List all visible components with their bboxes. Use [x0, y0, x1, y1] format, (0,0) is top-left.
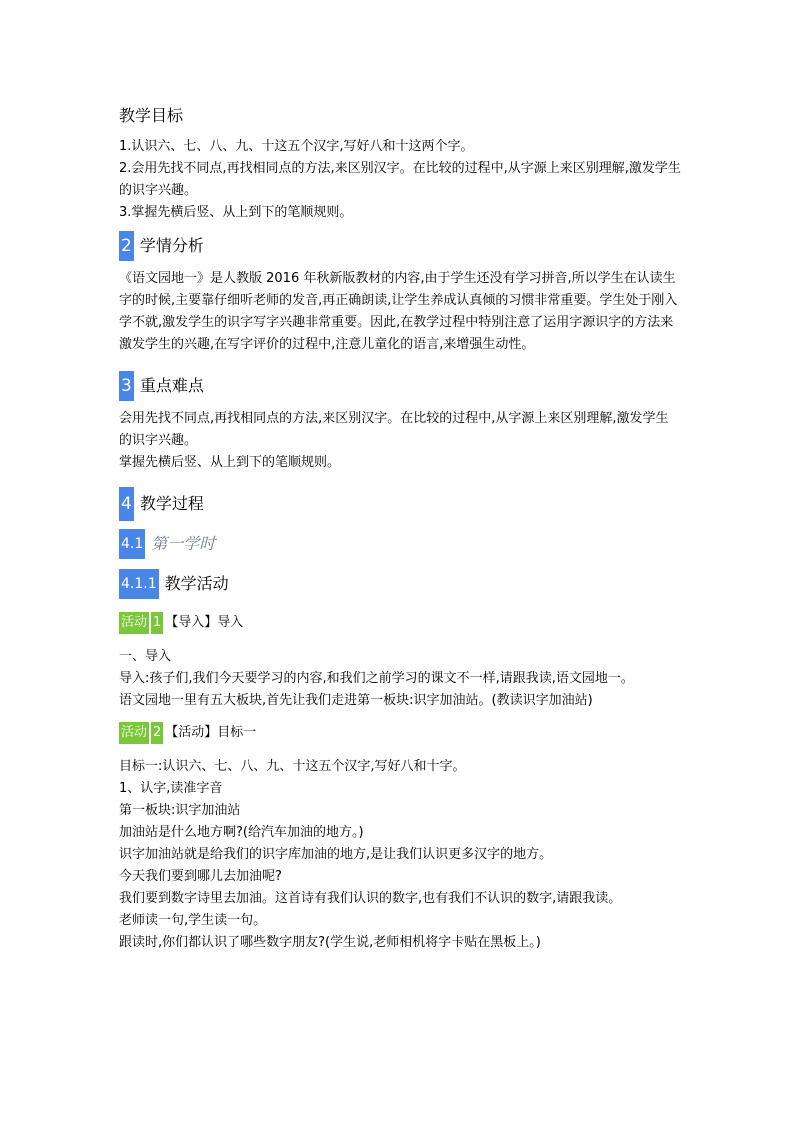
section-3-number: 3 — [119, 371, 134, 401]
section-4-1-1-title: 教学活动 — [164, 574, 229, 593]
activity-2-line-3: 第一板块:识字加油站 — [119, 803, 241, 818]
activity-2-line-9: 跟读时,你们都认识了哪些数字朋友?(学生说,老师相机将字卡贴在黑板上。) — [119, 935, 541, 950]
goal-item-1: 1.认识六、七、八、九、十这五个汉字,写好八和十这两个字。 — [119, 139, 474, 154]
activity-1-line-3: 语文园地一里有五大板块,首先让我们走进第一板块:识字加油站。(教读识字加油站) — [119, 693, 593, 708]
section-2-title: 学情分析 — [139, 236, 204, 255]
activity-2-label: 【活动】目标一 — [165, 725, 257, 740]
activity-1-label: 【导入】导入 — [165, 615, 244, 630]
activity-1-number: 1 — [151, 612, 163, 634]
section-2-heading — [119, 228, 681, 264]
activity-2-line-8: 老师读一句,学生读一句。 — [119, 913, 267, 928]
section-4-heading — [119, 486, 681, 522]
activity-2-heading — [119, 720, 681, 746]
section-4-1-1-heading — [119, 566, 681, 602]
section-4-title: 教学过程 — [139, 494, 204, 513]
document-content — [119, 100, 681, 954]
activity-2-line-7: 我们要到数字诗里去加油。这首诗有我们认识的数字,也有我们不认识的数字,请跟我读。 — [119, 891, 622, 906]
goal-item-2: 2.会用先找不同点,再找相同点的方法,来区别汉字。在比较的过程中,从字源上来区别理解,激发学生的识字兴趣。 — [119, 161, 681, 198]
section-4-1-1-number: 4.1.1 — [119, 569, 159, 599]
activity-2-line-2: 1、认字,读准字音 — [119, 781, 223, 796]
activity-1-badge: 活动 — [119, 612, 149, 634]
section-3-title: 重点难点 — [139, 376, 204, 395]
activity-1-line-2: 导入:孩子们,我们今天要学习的内容,和我们之前学习的课文不一样,请跟我读,语文园地一。 — [119, 671, 634, 686]
goal-item-3: 3.掌握先横后竖、从上到下的笔顺规则。 — [119, 205, 353, 220]
section-3-line-2: 掌握先横后竖、从上到下的笔顺规则。 — [119, 455, 341, 470]
section-2-body: 《语文园地一》是人教版 2016 年秋新版教材的内容,由于学生还没有学习拼音,所以学生在认读生字的时候,主要靠仔细听老师的发音,再正确朗读,让学生养成认真倾的习惯非常重要。学生处于刚入学不就,激发学生的识字写字兴趣非常重要。因此,在教学过程中特别注意了运用字源识字的方法来激发学生的兴趣,在写字评价的过程中,注意儿童化的语言,来增强生动性。 — [119, 271, 678, 352]
activity-2-number: 2 — [151, 722, 163, 744]
activity-1-line-1: 一、导入 — [119, 649, 172, 664]
activity-2-line-4: 加油站是什么地方啊?(给汽车加油的地方。) — [119, 825, 364, 840]
activity-1-heading — [119, 610, 681, 636]
section-4-1-number: 4.1 — [119, 529, 145, 559]
section-4-1-heading — [119, 526, 681, 562]
section-4-number: 4 — [119, 487, 134, 521]
activity-2-line-5: 识字加油站就是给我们的识字库加油的地方,是让我们认识更多汉字的地方。 — [119, 847, 553, 862]
activity-2-line-6: 今天我们要到哪儿去加油呢? — [119, 869, 282, 884]
section-3-heading — [119, 368, 681, 404]
section-3-line-1: 会用先找不同点,再找相同点的方法,来区别汉字。在比较的过程中,从字源上来区别理解,激发学生的识字兴趣。 — [119, 411, 669, 448]
activity-2-line-1: 目标一:认识六、七、八、九、十这五个汉字,写好八和十字。 — [119, 759, 466, 774]
goals-title: 教学目标 — [119, 106, 184, 125]
section-2-number: 2 — [119, 231, 134, 261]
activity-2-badge: 活动 — [119, 722, 149, 744]
section-4-1-title: 第一学时 — [151, 534, 216, 553]
